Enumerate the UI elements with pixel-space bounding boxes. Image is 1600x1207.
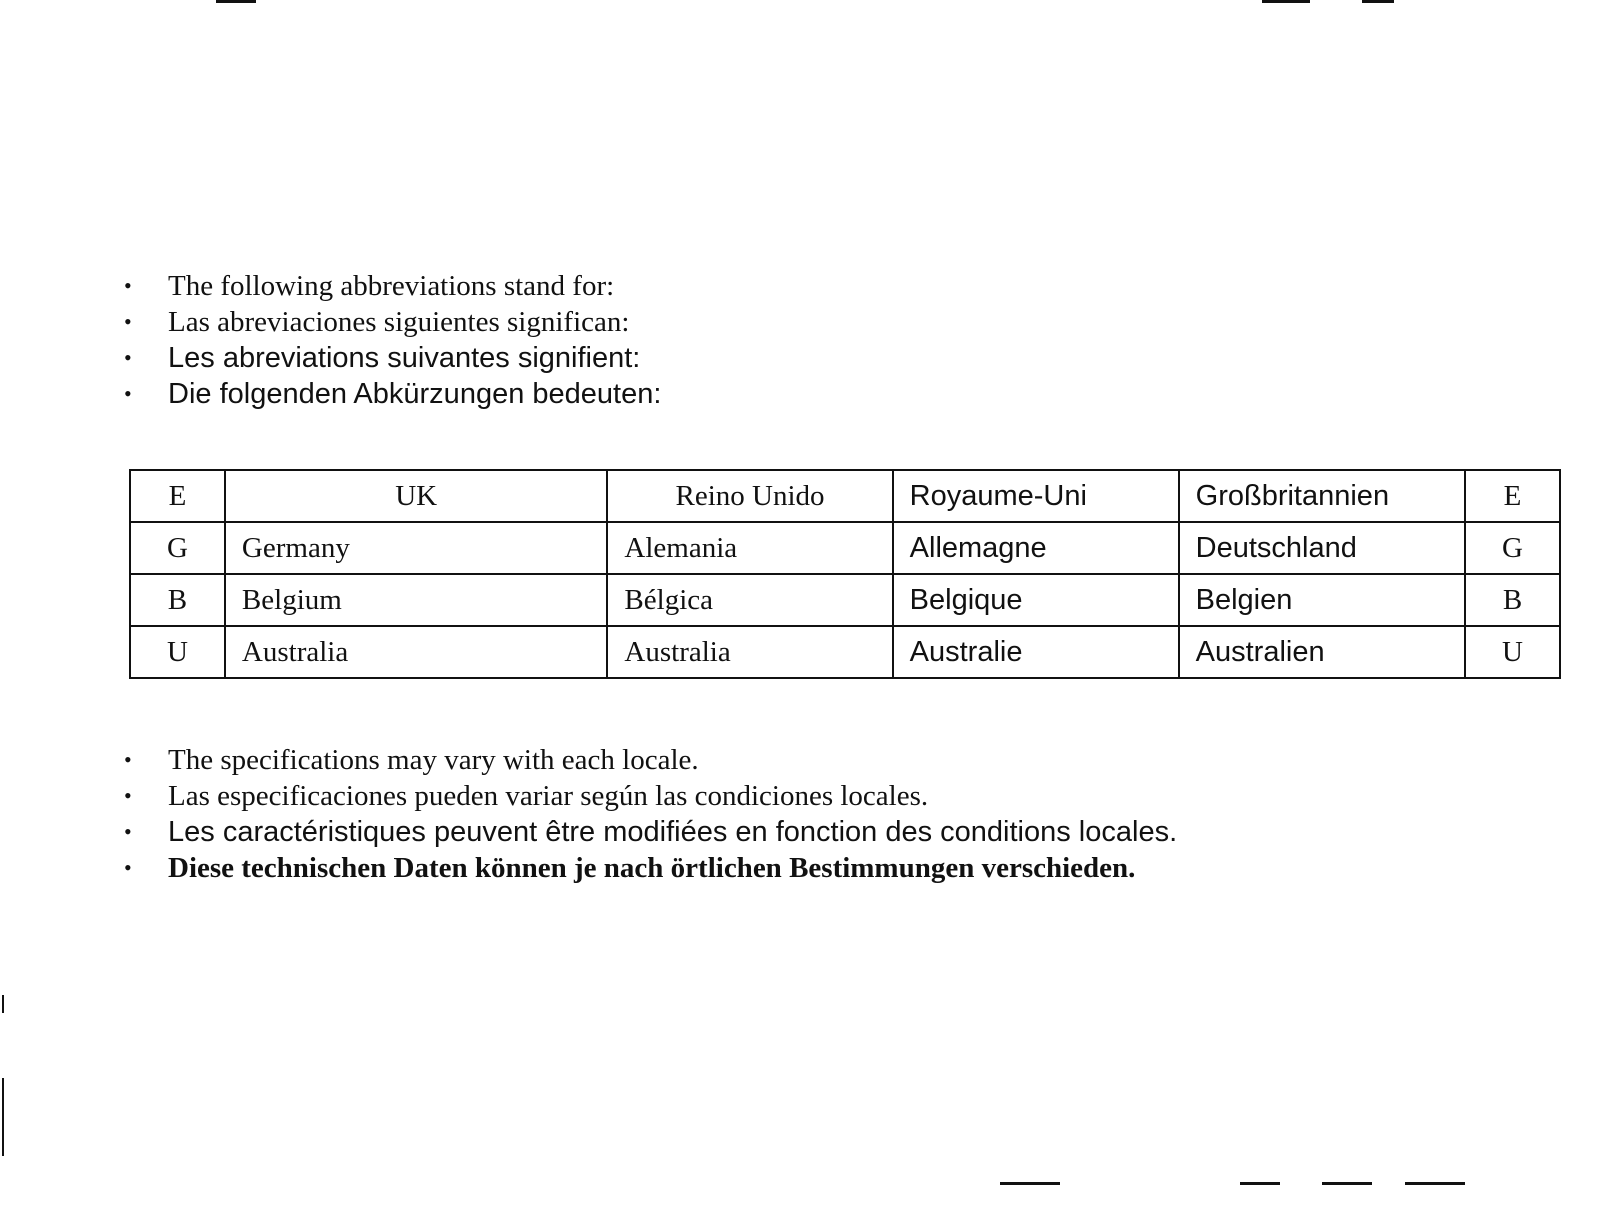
code-right: E [1465,470,1560,522]
scan-mark-bottom-2 [1240,1182,1280,1185]
scan-mark-bottom-4 [1405,1182,1465,1185]
code-right: G [1465,522,1560,574]
english-name: Belgium [225,574,608,626]
spanish-name: Alemania [607,522,892,574]
german-name: Belgien [1179,574,1465,626]
code-left: E [130,470,225,522]
intro-english [120,268,661,304]
bullet-icon: • [124,747,132,772]
table-row [130,522,1560,574]
spanish-name: Australia [607,626,892,678]
scan-mark-left-1 [2,995,4,1013]
bullet-icon: • [124,345,132,370]
scan-mark-bottom-3 [1322,1182,1372,1185]
intro-text-german: Die folgenden Abkürzungen bedeuten: [168,378,662,410]
intro-text-spanish: Las abreviaciones siguientes significan: [168,306,630,338]
abbreviation-intro-list [120,268,661,412]
english-name: Germany [225,522,608,574]
note-german [120,850,1177,886]
intro-french [120,340,661,376]
french-name: Allemagne [893,522,1179,574]
scan-mark-top-left [216,0,256,3]
english-name: Australia [225,626,608,678]
bullet-icon: • [124,855,132,880]
scan-mark-top-right-1 [1262,0,1310,3]
french-name: Australie [893,626,1179,678]
note-text-french: Les caractéristiques peuvent être modifiées en fonction des conditions locales. [168,816,1178,848]
spanish-name: Reino Unido [607,470,892,522]
french-name: Belgique [893,574,1179,626]
code-left: B [130,574,225,626]
intro-text-french: Les abreviations suivantes signifient: [168,342,641,374]
german-name: Australien [1179,626,1465,678]
bullet-icon: • [124,273,132,298]
note-spanish [120,778,1177,814]
abbreviation-table [129,469,1561,679]
specification-notes-list [120,742,1177,886]
bullet-icon: • [124,309,132,334]
code-right: U [1465,626,1560,678]
code-left: U [130,626,225,678]
note-text-spanish: Las especificaciones pueden variar según las condiciones locales. [168,780,929,812]
intro-german [120,376,661,412]
german-name: Großbritannien [1179,470,1465,522]
code-right: B [1465,574,1560,626]
intro-spanish [120,304,661,340]
english-name: UK [225,470,608,522]
note-english [120,742,1177,778]
bullet-icon: • [124,783,132,808]
intro-text-english: The following abbreviations stand for: [168,270,615,302]
spanish-name: Bélgica [607,574,892,626]
note-french [120,814,1177,850]
table-row [130,470,1560,522]
table-row [130,626,1560,678]
scan-mark-top-right-2 [1362,0,1394,3]
table-row [130,574,1560,626]
note-text-german: Diese technischen Daten können je nach örtlichen Bestimmungen verschieden. [168,852,1136,884]
note-text-english: The specifications may vary with each locale. [168,744,699,776]
bullet-icon: • [124,819,132,844]
french-name: Royaume-Uni [893,470,1179,522]
german-name: Deutschland [1179,522,1465,574]
code-left: G [130,522,225,574]
bullet-icon: • [124,381,132,406]
scan-mark-bottom-1 [1000,1182,1060,1185]
scan-mark-left-2 [2,1078,4,1156]
